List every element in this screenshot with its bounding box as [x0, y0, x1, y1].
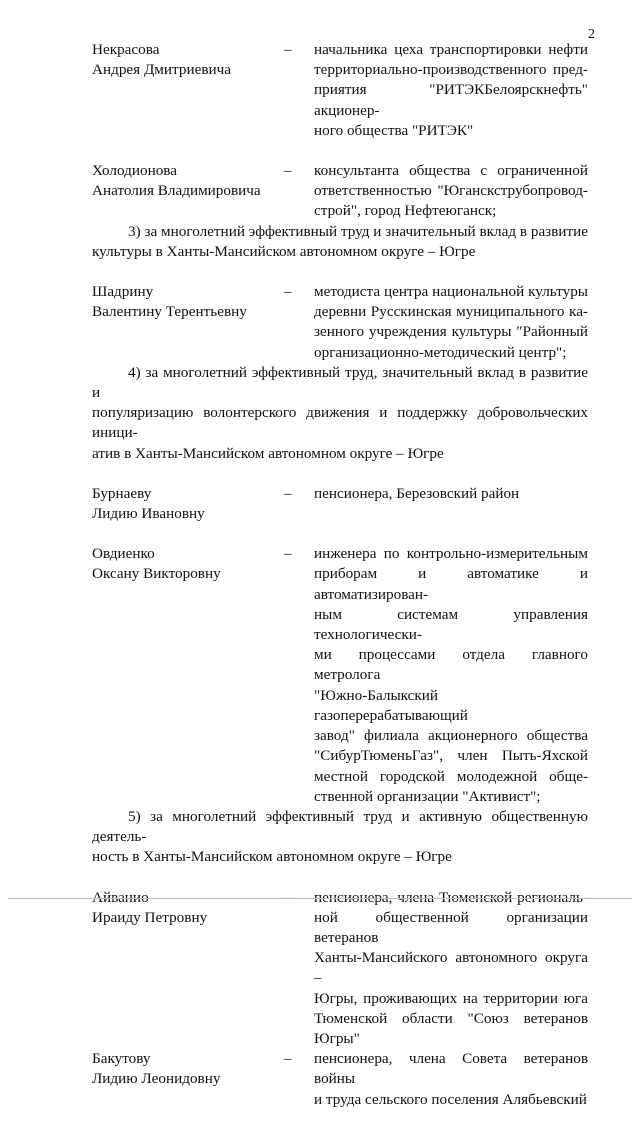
category-line: атив в Ханты-Мансийском автономном округе – Югре: [92, 444, 444, 462]
person-name: [92, 544, 284, 807]
description-line: ного общества "РИТЭК": [314, 121, 474, 139]
award-entry: [92, 544, 588, 807]
description-line: организационно-методический центр";: [314, 343, 567, 361]
person-name: [92, 1049, 284, 1110]
person-name: [92, 40, 284, 141]
award-entry: [92, 1049, 588, 1110]
description-line: "СибурТюменьГаз", член Пыть-Яхской: [314, 747, 588, 765]
person-name-line: Холодионова: [92, 162, 178, 180]
position-description: [314, 888, 588, 1050]
category-line: 3) за многолетний эффективный труд и значительный вклад в развитие: [128, 222, 588, 240]
award-category-heading: [92, 363, 588, 464]
position-description: [314, 161, 588, 222]
award-entry: [92, 40, 588, 141]
description-line: начальника цеха транспортировки нефти: [314, 41, 588, 58]
person-name-line: Бурнаеву: [92, 484, 152, 502]
dash-separator: –: [284, 1050, 292, 1068]
award-category-heading: [92, 222, 588, 262]
description-line: Тюменской области "Союз ветеранов: [314, 1009, 588, 1027]
description-line: ответственностью "Юганскструбопровод-: [314, 182, 588, 200]
description-line: и труда сельского поселения Алябьевский: [314, 1090, 587, 1108]
description-line: зенного учреждения культуры "Районный: [314, 323, 588, 341]
description-line: завод" филиала акционерного общества: [314, 727, 588, 745]
document-body: [92, 40, 588, 1130]
person-name: [92, 484, 284, 524]
description-line: приборам и автоматике и автоматизирован-: [314, 565, 588, 603]
position-description: [314, 484, 588, 524]
description-line: приятия "РИТЭКБелоярскнефть" акционер-: [314, 81, 588, 119]
description-line: деревни Русскинская муниципального ка-: [314, 303, 588, 321]
description-line: Югры": [314, 1029, 360, 1047]
award-category-heading: [92, 807, 588, 868]
description-line: консультанта общества с ограниченной: [314, 162, 588, 180]
category-line: популяризацию волонтерского движения и поддержку добровольческих иници-: [92, 404, 588, 442]
person-name-line: Андрея Дмитриевича: [92, 61, 232, 79]
person-name-line: Шадрину: [92, 283, 154, 301]
page-number: 2: [588, 27, 595, 42]
dash-separator: –: [284, 484, 292, 502]
description-line: пенсионера, члена Совета ветеранов войны: [314, 1050, 588, 1088]
description-line: инженера по контрольно-измерительным: [314, 545, 588, 563]
award-entry: [92, 161, 588, 222]
person-name-line: Валентину Терентьевну: [92, 303, 247, 321]
position-description: [314, 544, 588, 807]
description-line: Югры, проживающих на территории юга: [314, 989, 588, 1007]
category-line: 5) за многолетний эффективный труд и активную общественную деятель-: [92, 807, 588, 846]
category-line: ность в Ханты-Мансийском автономном округе – Югре: [92, 848, 452, 866]
description-line: строй", город Нефтеюганск;: [314, 202, 497, 220]
person-name-line: Лидию Ивановну: [92, 505, 205, 523]
description-line: ственной организации "Активист";: [314, 787, 541, 805]
description-line: ным системам управления технологически-: [314, 605, 588, 644]
dash-separator: –: [284, 41, 292, 58]
person-name-line: Ираиду Петровну: [92, 908, 208, 926]
position-description: [314, 40, 588, 141]
person-name-line: Бакутову: [92, 1050, 151, 1068]
person-name: [92, 888, 284, 1050]
category-line: культуры в Ханты-Мансийском автономном округе – Югре: [92, 242, 476, 260]
person-name-line: Оксану Викторовну: [92, 565, 221, 583]
page-bottom-edge: [8, 898, 632, 899]
award-entry: [92, 888, 588, 1050]
dash-separator: –: [284, 545, 292, 563]
description-line: территориально-производственного пред-: [314, 61, 588, 79]
position-description: [314, 1049, 588, 1110]
description-line: ной общественной организации ветеранов: [314, 908, 588, 946]
person-name: [92, 161, 284, 222]
dash-separator: –: [284, 888, 292, 906]
position-description: [314, 282, 588, 363]
dash-separator: –: [284, 283, 292, 301]
description-line: ми процессами отдела главного метролога: [314, 646, 588, 684]
dash-separator: –: [284, 162, 292, 180]
person-name: [92, 282, 284, 363]
person-name-line: Анатолия Владимировича: [92, 182, 261, 200]
award-entry: [92, 484, 588, 524]
person-name-line: Айванио: [92, 888, 149, 906]
description-line: Ханты-Мансийского автономного округа –: [314, 949, 588, 987]
category-line: 4) за многолетний эффективный труд, значительный вклад в развитие и: [92, 363, 588, 402]
description-line: пенсионера, Березовский район: [314, 484, 520, 502]
person-name-line: Некрасова: [92, 41, 160, 58]
person-name-line: Лидию Леонидовну: [92, 1070, 221, 1088]
description-line: методиста центра национальной культуры: [314, 283, 588, 301]
description-line: местной городской молодежной обще-: [314, 767, 588, 785]
award-entry: [92, 282, 588, 363]
person-name-line: Овдиенко: [92, 545, 155, 563]
description-line: пенсионера, члена Тюменской региональ-: [314, 888, 588, 906]
description-line: "Южно-Балыкский газоперерабатывающий: [314, 686, 468, 724]
